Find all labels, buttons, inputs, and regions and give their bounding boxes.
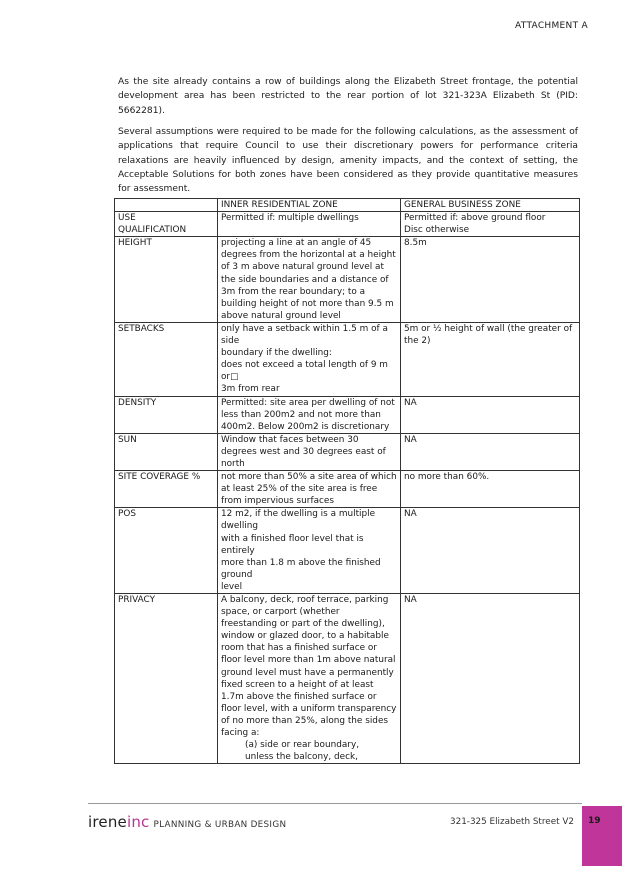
table-header-blank (115, 199, 218, 212)
row-label: SITE COVERAGE % (115, 471, 218, 508)
row-label: SETBACKS (115, 322, 218, 396)
inner-residential-cell: not more than 50% a site area of which at least 25% of the site area is free from impervious surfaces (218, 471, 401, 508)
general-business-cell: no more than 60%. (401, 471, 580, 508)
table-row-density (115, 396, 580, 433)
table-header-inner-residential: INNER RESIDENTIAL ZONE (218, 199, 401, 212)
general-business-cell: NA (401, 508, 580, 594)
inner-residential-cell: Permitted if: multiple dwellings (218, 212, 401, 237)
intro-paragraph-2: Several assumptions were required to be made for the following calculations, as the assessment of applications that require Council to use their discretionary powers for performance criteria relaxations are heavily influenced by design, amenity impacts, and the context of setting, the Acceptable Solutions for both zones have been considered as they provide quantitative measures for assessment. (118, 127, 578, 195)
privacy-condition-a: (a) side or rear boundary, unless the balcony, deck, (245, 740, 360, 763)
irene-inc-logo (88, 813, 286, 831)
table-row-privacy (115, 594, 580, 764)
inner-residential-cell: Permitted: site area per dwelling of not less than 200m2 and not more than 400m2. Below 200m2 is discretionary (218, 396, 401, 433)
table-row-pos (115, 508, 580, 594)
inner-residential-cell: projecting a line at an angle of 45 degrees from the horizontal at a height of 3 m above natural ground level at the side boundaries and a distance of 3m from the rear boundary; to a building height of not more than 9.5 m above natural ground level (218, 237, 401, 323)
general-business-cell: Permitted if: above ground floor Disc otherwise (401, 212, 580, 237)
intro-paragraph-1: As the site already contains a row of buildings along the Elizabeth Street frontage, the potential development area has been restricted to the rear portion of lot 321-323A Elizabeth St (PID: 5662281). (118, 77, 578, 116)
table-row-sun (115, 433, 580, 470)
inner-residential-cell (218, 594, 401, 764)
attachment-label: ATTACHMENT A (515, 21, 588, 31)
page-number: 19 (588, 816, 601, 826)
table-row-setbacks (115, 322, 580, 396)
page-number-tab (582, 806, 622, 866)
zone-comparison-table (114, 198, 580, 764)
inner-residential-cell: Window that faces between 30 degrees west and 30 degrees east of north (218, 433, 401, 470)
row-label: PRIVACY (115, 594, 218, 764)
table-header-general-business: GENERAL BUSINESS ZONE (401, 199, 580, 212)
row-label: SUN (115, 433, 218, 470)
row-label: HEIGHT (115, 237, 218, 323)
general-business-cell: NA (401, 396, 580, 433)
row-label: POS (115, 508, 218, 594)
logo-tagline: PLANNING & URBAN DESIGN (153, 820, 287, 830)
logo-inc: inc (126, 813, 150, 831)
table-header-row (115, 199, 580, 212)
row-label: USE QUALIFICATION (115, 212, 218, 237)
inner-residential-cell: 12 m2, if the dwelling is a multiple dwelling with a finished floor level that is entirely more than 1.8 m above the finished ground level (218, 508, 401, 594)
table-row-height (115, 237, 580, 323)
table-row-site-coverage (115, 471, 580, 508)
general-business-cell: 5m or ½ height of wall (the greater of the 2) (401, 322, 580, 396)
table-row-use (115, 212, 580, 237)
general-business-cell: 8.5m (401, 237, 580, 323)
general-business-cell: NA (401, 433, 580, 470)
row-label: DENSITY (115, 396, 218, 433)
inner-residential-cell: only have a setback within 1.5 m of a side boundary if the dwelling: does not exceed a total length of 9 m or□ 3m from rear (218, 322, 401, 396)
logo-irene: irene (88, 813, 127, 831)
footer-divider (88, 803, 582, 804)
privacy-requirement-text: A balcony, deck, roof terrace, parking space, or carport (whether freestanding or part of the dwelling), window or glazed door, to a habitable room that has a finished surface or floor level more than 1m above natural ground level must have a permanently fixed screen to a height of at least 1.7m above the finished surface or floor level, with a uniform transparency of no more than 25%, along the sides facing a: (221, 595, 397, 739)
general-business-cell: NA (401, 594, 580, 764)
document-reference: 321-325 Elizabeth Street V2 (450, 817, 574, 827)
